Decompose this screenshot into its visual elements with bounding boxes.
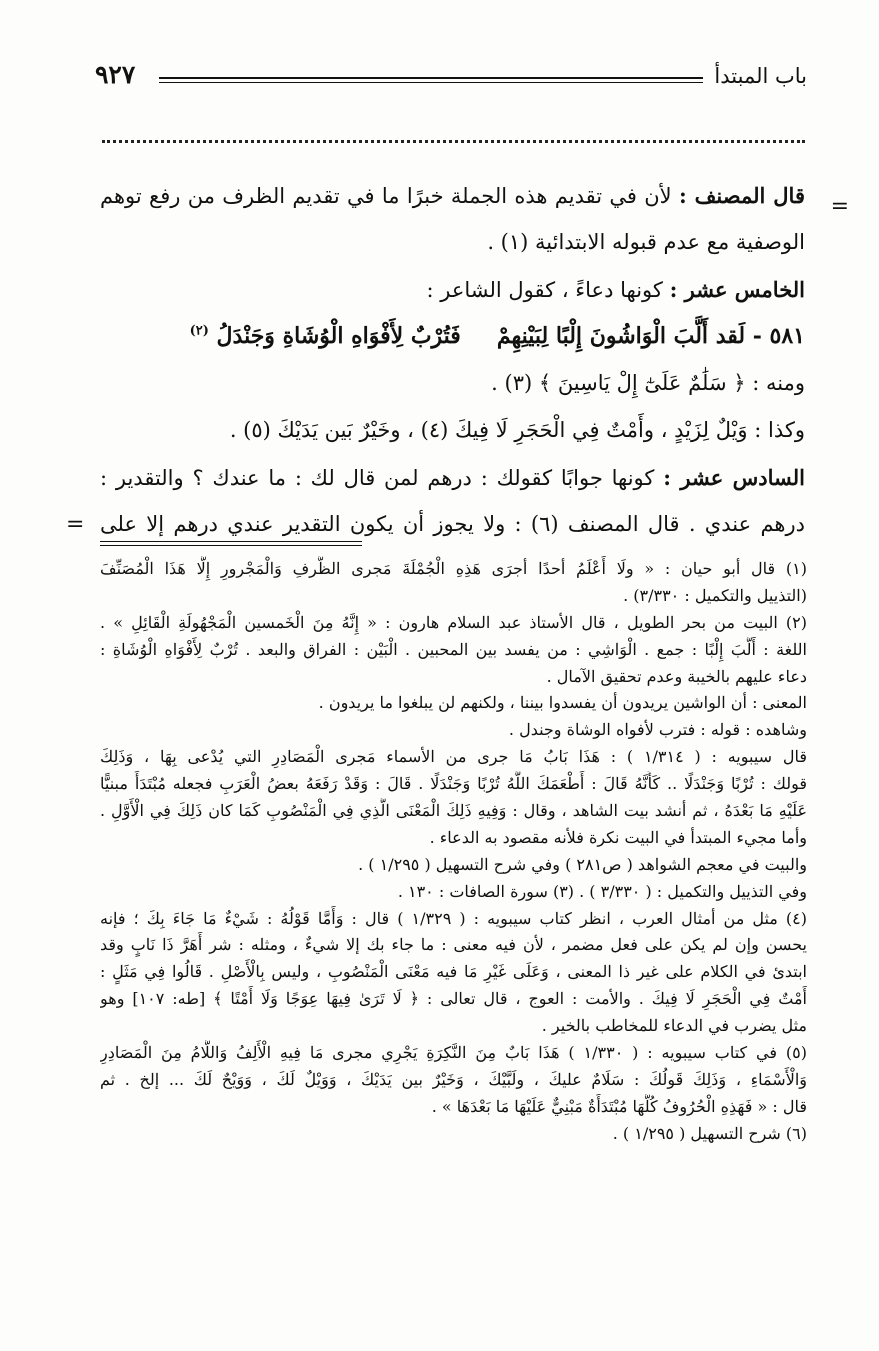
footnote-rule [100, 541, 362, 542]
line-text: الوصفية مع عدم قبوله الابتدائية (١) . [487, 230, 805, 254]
footnote-line: (٢) البيت من بحر الطويل ، قال الأستاذ عبد السلام هارون : « إِنَّهُ مِنَ الْخَمسين الْمَجْهُولَةِ الْقَائِلِ » . [100, 612, 807, 632]
continuation-mark-end: = [66, 512, 85, 537]
footnote-line: أَمْتٌ فِي الْحَجَرِ لَا فِيكَ . والأمت : العوج ، قال تعالى : ﴿ لَا تَرَىٰ فِيهَا عِوَجًا وَلَا أَمْتًا ﴾ [طه: ١٠٧] وهو [100, 989, 807, 1009]
section-lead: السادس عشر : [663, 465, 806, 490]
footnote-line: ابتدئ في الكلام على غير ذا المعنى ، وَعَلَى غَيْرِ مَا فيه مَعْنَى الْمَنْصُوبِ ، وليس بِالْأَصْلِ . قَالُوا فِي مَثَلٍ : [100, 962, 807, 982]
text-line [100, 360, 805, 407]
text-line [100, 219, 805, 266]
chapter-title: باب المبتدأ [714, 64, 807, 88]
footnote-line: والبيت في معجم الشواهد ( ص٢٨١ ) وفي شرح التسهيل ( ١/٢٩٥ ) . [358, 854, 807, 874]
footnote-line: قولك : تُرْبًا وَجَنْدَلًا .. كَأَنَّهُ قَالَ : أَطْعَمَكَ اللَّهُ تُرْبًا وَجَنْدَلًا . قَالَ : وَقَدْ رَفَعَهُ بعضُ الْعَرَبِ فجعله مُبْتَدَأً مبنيًّا [100, 774, 807, 794]
line-text: وكذا : وَيْلٌ لِزَيْدٍ ، وأَمْتٌ فِي الْحَجَرِ لَا فِيكَ (٤) ، وخَيْرٌ بَين يَدَيْكَ (٥) . [229, 418, 805, 442]
footnote-line: قال سيبويه : ( ١/٣١٤ ) : هَذَا بَابُ مَا جرى من الأسماء مَجرى الْمَصَادِرِ التي يُدْعى بِهَا ، وَذَلِكَ [100, 747, 807, 767]
footnote-line: (١) قال أبو حيان : « ولَا أَعْلَمُ أحدًا أجرَى هَذِهِ الْجُمْلَةَ مَجرى الظَّرفِ وَالْمَجْرورِ إِلَّا هَذَا الْمُصَنِّفَ [100, 559, 807, 578]
verse-second-half: فَتُرْبٌ لِأَفْوَاهِ الْوُشَاةِ وَجَنْدَلُ [216, 323, 461, 349]
footnote-line: (التذييل والتكميل : ٣/٣٣٠) . [623, 585, 807, 605]
running-header [95, 60, 807, 96]
footnote-line: (٥) في كتاب سيبويه : ( ١/٣٣٠ ) هَذَا بَابٌ مِنَ النَّكِرَةِ يَجْرِي مجرى مَا فِيهِ الْأَلِفُ وَاللَّامُ مِنَ الْمَصَادِرِ [100, 1043, 807, 1063]
footnote-line: المعنى : أن الواشين يريدون أن يفسدوا بيننا ، ولكنهم لن يبلغوا ما يريدون . [318, 693, 807, 713]
page-number: ٩٢٧ [95, 60, 136, 89]
text-line [100, 407, 805, 454]
footnote-line: وشاهده : قوله : فترب لأفواه الوشاة وجندل . [508, 720, 807, 740]
continuation-mark-start: = [830, 194, 849, 219]
verse-number: ٥٨١ - [752, 323, 805, 349]
verse-line [100, 313, 805, 360]
footnote-line: يحسن وإن لم يكن على فعل مضمر ، لأن فيه معنى : ما جاء بك إلا شيءٌ ، ومثله : شر أَهَرَّ ذَا نَابٍ وقد [100, 935, 807, 955]
footnote-line: وفي التذييل والتكميل : ( ٣/٣٣٠ ) . (٣) سورة الصافات : ١٣٠ . [397, 881, 807, 901]
footnote-line: (٤) مثل من أمثال العرب ، انظر كتاب سيبويه : ( ١/٣٢٩ ) قال : وَأَمَّا قَوْلُهُ : شَيْءٌ مَا جَاءَ بِكَ ؛ فإنه [100, 908, 807, 928]
footnote-line: قال : « فَهَذِهِ الْحُرُوفُ كُلُّهَا مُبْتَدَأَةٌ مَبْنِيٌّ عَلَيْهَا مَا بَعْدَهَا » . [431, 1096, 807, 1116]
dotted-separator [102, 140, 805, 143]
footnote-line: اللغة : أَلَّبَ إِلْبًا : جمع . الْوَاشِي : من يفسد بين المحبين . الْبَيْن : الفراق والبعد . تُرْبٌ لِأَفْوَاهِ الْوُشَاةِ : [100, 639, 807, 659]
footnote-line: عَلَيْهِ مَا بَعْدَهُ ، ثم أنشد بيت الشاهد ، وقال : وَفِيهِ ذَلِكَ الْمَعْنَى الَّذِي فِي الْمَنْصُوبِ كَمَا كان ذَلِكَ فِي الْأَوَّلِ . [100, 801, 807, 821]
verse-first-half: لَقد أَلَّبَ الْوَاشُونَ إِلْبًا لِبَيْنِهِمْ [496, 323, 746, 349]
line-text: كونها جوابًا كقولك : درهم لمن قال لك : ما عندك ؟ والتقدير : [100, 466, 664, 490]
header-rule [159, 77, 703, 83]
text-line [100, 454, 805, 501]
section-lead: الخامس عشر : [669, 277, 805, 302]
footnote-line: دعاء عليهم بالخيبة وعدم تحقيق الآمال . [546, 666, 807, 686]
footnote-rule-double [100, 545, 362, 546]
footnote-line: وَالْأَسْمَاءِ ، وَذَلِكَ قَولُكَ : سَلَامٌ عليكَ ، ولَبَّيْكَ ، وَخَيْرٌ بين يَدَيْكَ ، وَوَيْلٌ لَكَ ، وَوَيْحٌ لَكَ ... إلخ . ثم [100, 1069, 807, 1089]
footnotes [100, 556, 807, 1148]
footnote-line: (٦) شرح التسهيل ( ١/٢٩٥ ) . [612, 1123, 807, 1143]
footnote-line: مثل يضرب في الدعاء للمخاطب بالخير . [541, 1016, 807, 1036]
section-lead: قال المصنف : [678, 183, 805, 208]
line-text: ومنه : ﴿ سَلَٰمٌ عَلَىٰٓ إِلْ يَاسِينَ ﴾ (٣) . [491, 371, 805, 395]
verse-note-ref: (٢) [189, 323, 209, 339]
line-text: كونها دعاءً ، كقول الشاعر : [426, 278, 670, 302]
text-line [100, 266, 805, 313]
line-text: درهم عندي . قال المصنف (٦) : ولا يجوز أن يكون التقدير عندي درهم إلا على [100, 512, 805, 536]
line-text: لأن في تقديم هذه الجملة خبرًا ما في تقديم الظرف من رفع توهم [100, 184, 679, 208]
text-line [100, 172, 805, 219]
main-text [100, 172, 805, 548]
footnote-line: وأما مجيء المبتدأ في البيت نكرة فلأنه مقصود به الدعاء . [429, 827, 807, 847]
